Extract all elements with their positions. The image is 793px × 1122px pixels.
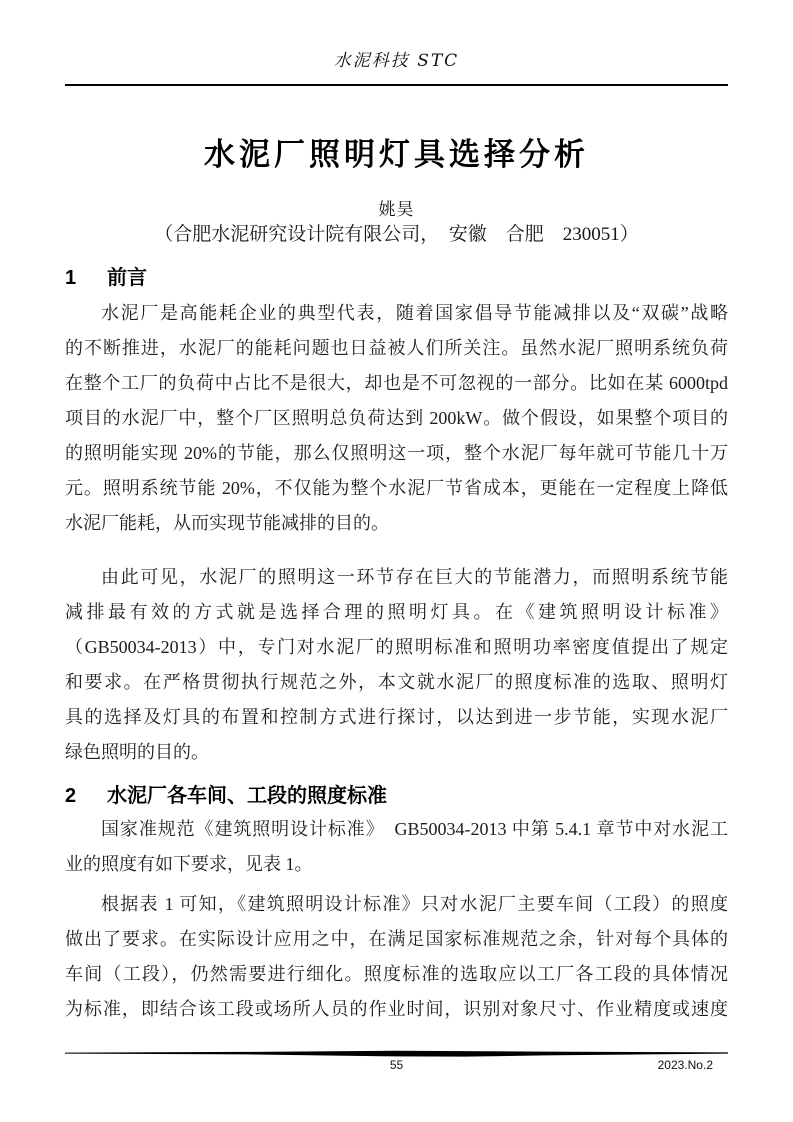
section-1-number: 1	[65, 267, 77, 289]
paragraph-line: 为标准，即结合该工段或场所人员的作业时间，识别对象尺寸、作业精度或速度	[65, 999, 728, 1019]
paragraph-line: 由此可见，水泥厂的照明这一环节存在巨大的节能潜力，而照明系统节能	[101, 567, 728, 587]
section-1-paragraph-2	[65, 560, 728, 770]
section-2-heading	[65, 779, 728, 808]
footer-rule	[65, 1050, 728, 1058]
paragraph-line: （GB50034-2013）中，专门对水泥厂的照明标准和照明功率密度值提出了规定	[65, 637, 728, 657]
paragraph-line: 业的照度有如下要求，见表 1。	[65, 854, 313, 874]
paragraph-line: 的不断推进，水泥厂的能耗问题也日益被人们所关注。虽然水泥厂照明系统负荷	[65, 338, 728, 358]
author-name: 姚昊	[378, 200, 415, 219]
paragraph-line: 绿色照明的目的。	[65, 742, 209, 762]
paragraph-line: 水泥厂是高能耗企业的典型代表，随着国家倡导节能减排以及“双碳”战略	[101, 303, 728, 323]
section-1-title: 前言	[107, 267, 147, 289]
paragraph-line: 国家准规范《建筑照明设计标准》 GB50034-2013 中第 5.4.1 章节中对水泥工	[101, 819, 728, 839]
issue-number: 2023.No.2	[657, 1058, 713, 1072]
paragraph-line: 减排最有效的方式就是选择合理的照明灯具。在《建筑照明设计标准》	[65, 602, 728, 622]
section-1-paragraph-1	[65, 296, 728, 541]
paragraph-line: 水泥厂能耗，从而实现节能减排的目的。	[65, 513, 389, 533]
section-2-paragraph-1	[65, 812, 728, 882]
paragraph-line: 的照明能实现 20%的节能，那么仅照明这一项，整个水泥厂每年就可节能几十万	[65, 443, 728, 463]
paragraph-line: 和要求。在严格贯彻执行规范之外，本文就水泥厂的照度标准的选取、照明灯	[65, 672, 728, 692]
section-2-paragraph-2	[65, 887, 728, 1027]
section-2-title: 水泥厂各车间、工段的照度标准	[107, 785, 387, 807]
paragraph-line: 元。照明系统节能 20%，不仅能为整个水泥厂节省成本，更能在一定程度上降低	[65, 478, 728, 498]
header-rule	[65, 84, 728, 86]
article-title: 水泥厂照明灯具选择分析	[204, 137, 589, 172]
page-footer	[0, 1058, 793, 1074]
author-affiliation: （合肥水泥研究设计院有限公司， 安徽 合肥 230051）	[154, 224, 639, 245]
section-1-heading	[65, 261, 728, 290]
paragraph-line: 做出了要求。在实际设计应用之中，在满足国家标准规范之余，针对每个具体的	[65, 929, 728, 949]
journal-header: 水泥科技 STC	[333, 51, 460, 71]
paragraph-line: 项目的水泥厂中，整个厂区照明总负荷达到 200kW。做个假设，如果整个项目的	[65, 408, 728, 428]
paragraph-line: 根据表 1 可知，《建筑照明设计标准》只对水泥厂主要车间（工段）的照度	[101, 894, 728, 914]
section-2-number: 2	[65, 785, 77, 807]
page-number: 55	[389, 1058, 404, 1072]
paragraph-line: 具的选择及灯具的布置和控制方式进行探讨，以达到进一步节能，实现水泥厂	[65, 707, 728, 727]
paragraph-line: 车间（工段），仍然需要进行细化。照度标准的选取应以工厂各工段的具体情况	[65, 964, 728, 984]
paragraph-line: 在整个工厂的负荷中占比不是很大，却也是不可忽视的一部分。比如在某 6000tpd	[65, 373, 728, 393]
